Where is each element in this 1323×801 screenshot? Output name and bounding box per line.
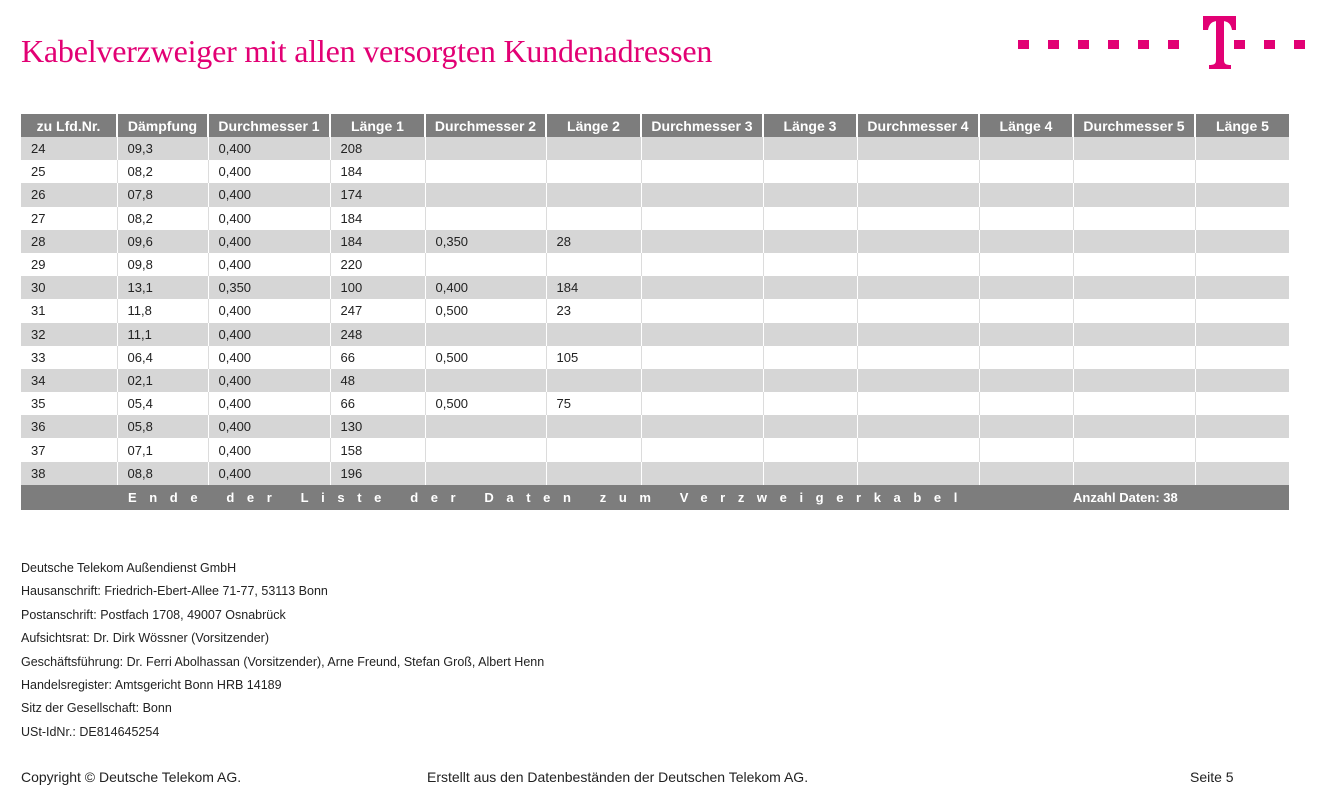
table-cell: 11,8 (117, 299, 208, 322)
table-cell (763, 160, 857, 183)
table-cell: 24 (21, 137, 117, 160)
table-cell: 05,8 (117, 415, 208, 438)
table-cell (641, 230, 763, 253)
column-header-laenge-5: Länge 5 (1195, 114, 1289, 137)
table-cell (1073, 207, 1195, 230)
table-cell: 130 (330, 415, 425, 438)
table-cell: 33 (21, 346, 117, 369)
table-cell: 0,400 (208, 438, 330, 461)
telekom-t-logo-icon (1016, 16, 1308, 70)
table-cell (1195, 392, 1289, 415)
table-cell (1195, 137, 1289, 160)
table-cell (425, 323, 546, 346)
table-cell: 184 (330, 230, 425, 253)
table-cell (1195, 276, 1289, 299)
column-header-durchmesser-3: Durchmesser 3 (641, 114, 763, 137)
table-cell (425, 462, 546, 485)
table-cell: 0,400 (208, 230, 330, 253)
page-number: Seite 5 (1190, 769, 1234, 785)
table-cell (857, 346, 979, 369)
table-cell: 0,400 (208, 183, 330, 206)
table-cell: 0,400 (208, 415, 330, 438)
table-cell: 28 (21, 230, 117, 253)
table-cell (979, 462, 1073, 485)
table-cell: 02,1 (117, 369, 208, 392)
table-cell: 66 (330, 346, 425, 369)
source-text: Erstellt aus den Datenbeständen der Deutschen Telekom AG. (427, 769, 809, 785)
table-cell (641, 299, 763, 322)
table-row (21, 323, 1289, 346)
page-title: Kabelverzweiger mit allen versorgten Kundenadressen (21, 33, 713, 69)
table-cell (1073, 160, 1195, 183)
table-cell: 0,500 (425, 346, 546, 369)
table-row (21, 346, 1289, 369)
table-cell: 0,500 (425, 392, 546, 415)
end-of-list-text: Ende der Liste der Daten zum Verzweigerkabel (21, 485, 1073, 510)
table-cell (641, 392, 763, 415)
table-cell: 220 (330, 253, 425, 276)
column-header-laenge-1: Länge 1 (330, 114, 425, 137)
table-body (21, 137, 1289, 510)
table-cell (1195, 299, 1289, 322)
table-cell: 0,400 (208, 160, 330, 183)
table-cell (1195, 253, 1289, 276)
table-cell (546, 415, 641, 438)
table-cell (763, 346, 857, 369)
table-cell (763, 230, 857, 253)
table-cell (1073, 299, 1195, 322)
imprint-line: Aufsichtsrat: Dr. Dirk Wössner (Vorsitzender) (21, 631, 269, 646)
table-cell (763, 392, 857, 415)
copyright-text: Copyright © Deutsche Telekom AG. (21, 769, 242, 785)
table-cell: 27 (21, 207, 117, 230)
table-cell: 105 (546, 346, 641, 369)
table-footer-row (21, 485, 1289, 510)
table-cell: 0,400 (208, 299, 330, 322)
table-cell: 248 (330, 323, 425, 346)
table-cell (857, 207, 979, 230)
table-cell (763, 207, 857, 230)
table-cell: 25 (21, 160, 117, 183)
table-cell (857, 323, 979, 346)
table-row (21, 253, 1289, 276)
table-cell (1195, 207, 1289, 230)
table-cell (979, 137, 1073, 160)
table-cell (1195, 438, 1289, 461)
table-cell: 05,4 (117, 392, 208, 415)
table-cell (1073, 323, 1195, 346)
table-cell (641, 276, 763, 299)
table-row (21, 207, 1289, 230)
table-cell: 0,400 (208, 462, 330, 485)
table-cell (546, 369, 641, 392)
table-cell (1195, 323, 1289, 346)
table-cell (1195, 160, 1289, 183)
table-cell: 09,3 (117, 137, 208, 160)
column-header-durchmesser-1: Durchmesser 1 (208, 114, 330, 137)
table-row (21, 392, 1289, 415)
imprint-line: Deutsche Telekom Außendienst GmbH (21, 561, 237, 575)
table-cell (857, 392, 979, 415)
table-cell: 30 (21, 276, 117, 299)
imprint-line: Hausanschrift: Friedrich-Ebert-Allee 71-77, 53113 Bonn (21, 584, 328, 599)
table-cell: 208 (330, 137, 425, 160)
table-row (21, 137, 1289, 160)
table-cell (1195, 346, 1289, 369)
table-cell (1195, 415, 1289, 438)
table-cell (763, 276, 857, 299)
table-row (21, 276, 1289, 299)
table-cell: 28 (546, 230, 641, 253)
table-cell: 100 (330, 276, 425, 299)
table-cell: 38 (21, 462, 117, 485)
table-cell (1073, 276, 1195, 299)
table-cell (1073, 438, 1195, 461)
table-cell (857, 276, 979, 299)
data-table (21, 114, 1289, 510)
table-cell: 0,400 (208, 369, 330, 392)
column-header-durchmesser-4: Durchmesser 4 (857, 114, 979, 137)
table-cell: 0,400 (208, 137, 330, 160)
table-cell: 32 (21, 323, 117, 346)
table-cell: 08,2 (117, 160, 208, 183)
table-cell (857, 230, 979, 253)
table-cell: 0,400 (208, 207, 330, 230)
table-cell: 174 (330, 183, 425, 206)
table-cell: 06,4 (117, 346, 208, 369)
table-cell (857, 253, 979, 276)
table-cell (857, 299, 979, 322)
company-imprint (21, 560, 544, 747)
table-cell (641, 415, 763, 438)
table-cell (425, 438, 546, 461)
table-cell (1195, 369, 1289, 392)
table-row (21, 369, 1289, 392)
table-cell (425, 137, 546, 160)
table-cell (1073, 462, 1195, 485)
table-cell (763, 183, 857, 206)
table-cell (763, 462, 857, 485)
telekom-logo (1016, 16, 1308, 70)
column-header-laenge-3: Länge 3 (763, 114, 857, 137)
table-cell (1195, 462, 1289, 485)
imprint-line: Sitz der Gesellschaft: Bonn (21, 701, 172, 716)
table-cell: 34 (21, 369, 117, 392)
table-cell: 247 (330, 299, 425, 322)
table-cell (1073, 230, 1195, 253)
table-cell (857, 369, 979, 392)
table-cell: 35 (21, 392, 117, 415)
table-cell (979, 323, 1073, 346)
table-cell (857, 183, 979, 206)
table-cell: 0,400 (425, 276, 546, 299)
table-row (21, 299, 1289, 322)
table-cell (641, 253, 763, 276)
table-cell (641, 346, 763, 369)
table-cell: 11,1 (117, 323, 208, 346)
table-cell (425, 207, 546, 230)
table-cell (641, 207, 763, 230)
table-cell (641, 438, 763, 461)
table-cell: 13,1 (117, 276, 208, 299)
table-cell (641, 462, 763, 485)
table-cell: 66 (330, 392, 425, 415)
table-cell (979, 160, 1073, 183)
column-header-laenge-2: Länge 2 (546, 114, 641, 137)
table-cell (979, 369, 1073, 392)
table-cell: 26 (21, 183, 117, 206)
table-cell (857, 462, 979, 485)
imprint-line: Handelsregister: Amtsgericht Bonn HRB 14189 (21, 677, 282, 692)
table-cell (979, 415, 1073, 438)
table-cell (546, 438, 641, 461)
table-cell (857, 160, 979, 183)
table-cell (857, 137, 979, 160)
table-row (21, 183, 1289, 206)
table-cell: 0,350 (208, 276, 330, 299)
table-cell: 184 (546, 276, 641, 299)
table-cell (546, 160, 641, 183)
table-cell (857, 438, 979, 461)
table-cell: 75 (546, 392, 641, 415)
table-cell: 23 (546, 299, 641, 322)
table-cell: 08,2 (117, 207, 208, 230)
table-cell: 08,8 (117, 462, 208, 485)
table-cell: 09,6 (117, 230, 208, 253)
table-cell (425, 183, 546, 206)
table-row (21, 230, 1289, 253)
column-header-durchmesser-2: Durchmesser 2 (425, 114, 546, 137)
column-header-laenge-4: Länge 4 (979, 114, 1073, 137)
table-cell (979, 392, 1073, 415)
table-cell (979, 299, 1073, 322)
table-cell: 158 (330, 438, 425, 461)
table-cell (425, 415, 546, 438)
table-row (21, 438, 1289, 461)
table-cell (546, 207, 641, 230)
table-header-row (21, 114, 1289, 137)
imprint-line: USt-IdNr.: DE814645254 (21, 724, 160, 739)
table-cell (546, 323, 641, 346)
table-cell: 196 (330, 462, 425, 485)
column-header-lfd-nr: zu Lfd.Nr. (21, 114, 117, 137)
table-cell (546, 137, 641, 160)
table-cell (763, 323, 857, 346)
table-cell (763, 438, 857, 461)
table-cell: 184 (330, 160, 425, 183)
table-cell (641, 183, 763, 206)
table-cell: 31 (21, 299, 117, 322)
table-cell (1073, 392, 1195, 415)
table-cell: 0,500 (425, 299, 546, 322)
table-cell (641, 369, 763, 392)
table-cell (763, 253, 857, 276)
table-row (21, 462, 1289, 485)
table-cell (979, 230, 1073, 253)
table-cell (641, 160, 763, 183)
table-row (21, 160, 1289, 183)
table-cell (763, 369, 857, 392)
table-cell: 37 (21, 438, 117, 461)
table-cell (979, 253, 1073, 276)
table-cell: 29 (21, 253, 117, 276)
table-cell: 0,400 (208, 346, 330, 369)
table-cell (425, 369, 546, 392)
table-cell: 0,400 (208, 323, 330, 346)
record-count: Anzahl Daten: 38 (1073, 485, 1289, 510)
table-cell: 0,350 (425, 230, 546, 253)
table-cell: 48 (330, 369, 425, 392)
table-cell (979, 207, 1073, 230)
table-cell (979, 183, 1073, 206)
table-cell (1195, 230, 1289, 253)
table-cell (1073, 137, 1195, 160)
column-header-durchmesser-5: Durchmesser 5 (1073, 114, 1195, 137)
table-cell: 0,400 (208, 392, 330, 415)
table-cell (546, 462, 641, 485)
imprint-line: Postanschrift: Postfach 1708, 49007 Osnabrück (21, 607, 286, 622)
table-cell (1195, 183, 1289, 206)
imprint-line: Geschäftsführung: Dr. Ferri Abolhassan (Vorsitzender), Arne Freund, Stefan Groß, Albert Henn (21, 654, 545, 669)
table-cell (1073, 415, 1195, 438)
table-cell (1073, 253, 1195, 276)
table-cell (641, 137, 763, 160)
table-cell (641, 323, 763, 346)
table-cell (763, 299, 857, 322)
table-cell (979, 346, 1073, 369)
table-row (21, 415, 1289, 438)
table-cell: 07,8 (117, 183, 208, 206)
table-cell: 0,400 (208, 253, 330, 276)
table-cell: 184 (330, 207, 425, 230)
table-cell (763, 137, 857, 160)
column-header-daempfung: Dämpfung (117, 114, 208, 137)
table-cell (546, 183, 641, 206)
table-cell (546, 253, 641, 276)
table-cell (763, 415, 857, 438)
table-cell (1073, 369, 1195, 392)
table-cell (979, 276, 1073, 299)
table-cell (425, 160, 546, 183)
table-cell: 36 (21, 415, 117, 438)
table-cell (857, 415, 979, 438)
table-cell (1073, 183, 1195, 206)
table-cell (1073, 346, 1195, 369)
table-cell: 09,8 (117, 253, 208, 276)
table-cell (425, 253, 546, 276)
table-cell: 07,1 (117, 438, 208, 461)
table-cell (979, 438, 1073, 461)
